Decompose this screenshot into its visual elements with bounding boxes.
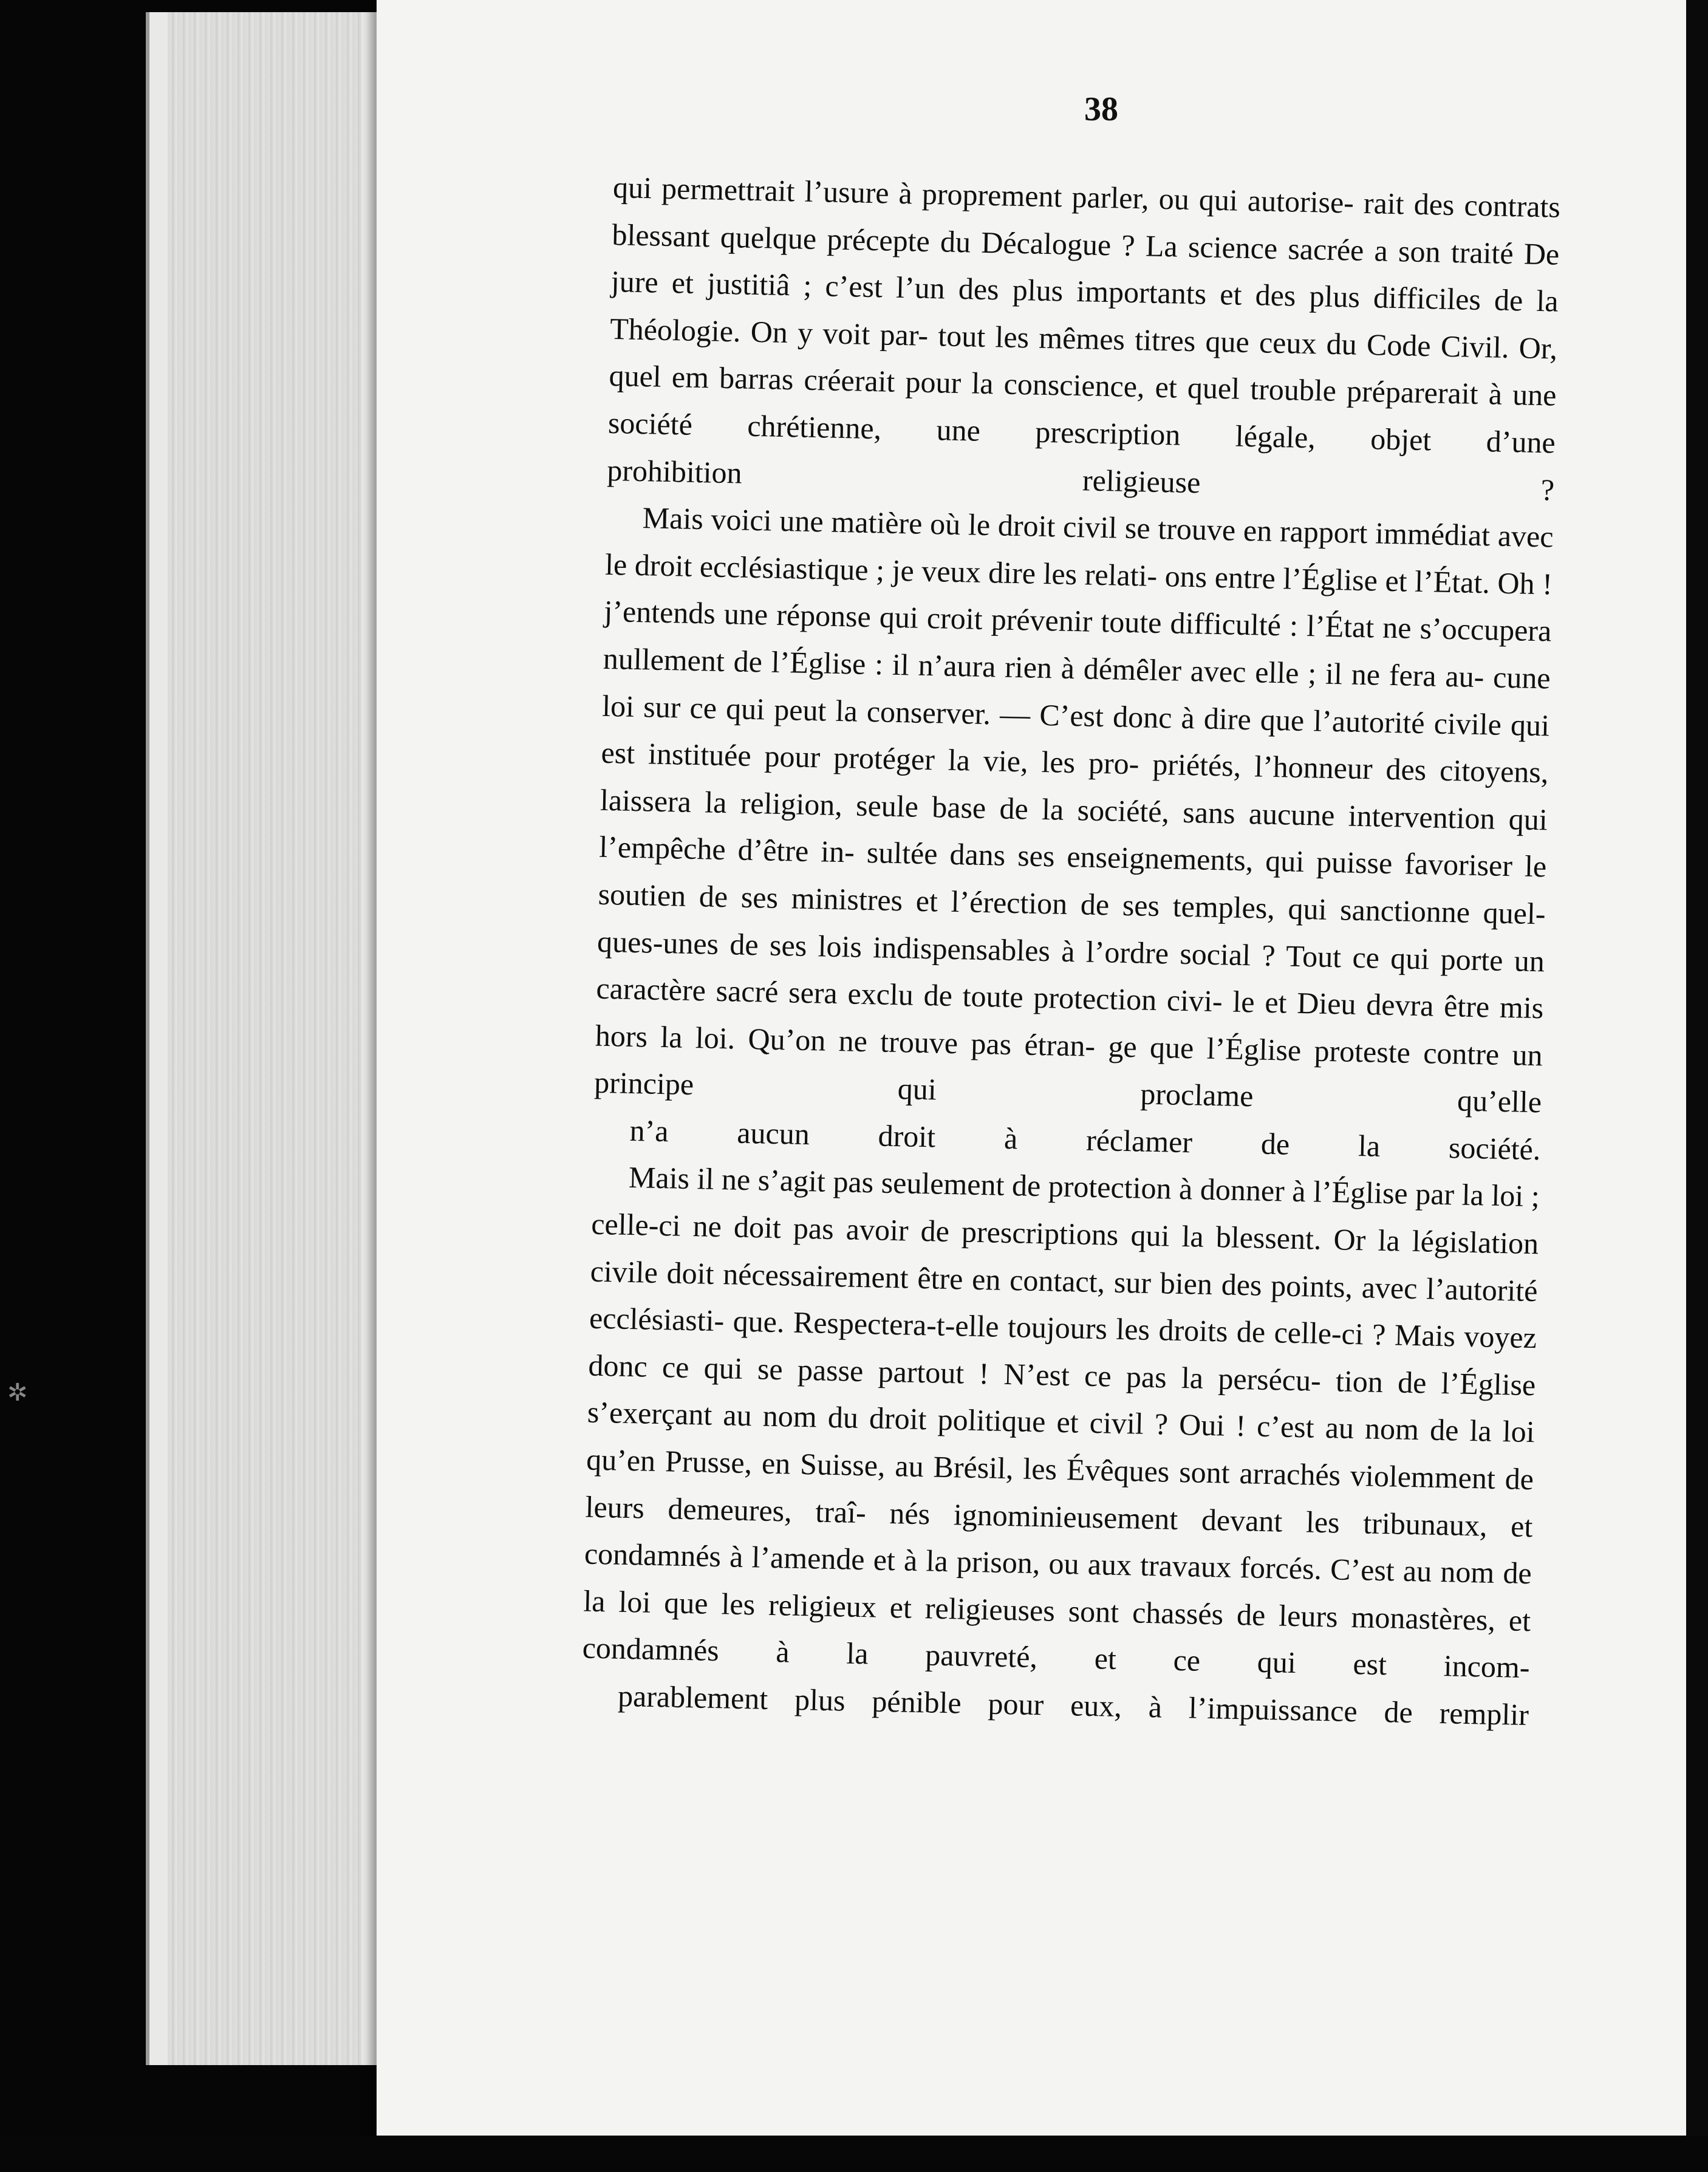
- paragraph-2: [593, 494, 1554, 1173]
- text-line: monastères, et condamnés à la pauvreté, et ce qui est incom-: [582, 1599, 1531, 1685]
- scan-bottom-edge: [0, 2136, 1708, 2172]
- text-line: l’autorité civile qui est instituée pour protéger la vie, les pro-: [601, 703, 1550, 781]
- text-line: ses ministres et l’érection de ses temples, qui sanctionne quel-: [740, 879, 1546, 931]
- text-line: Mais il ne s’agit pas seulement de protection à donner à: [628, 1160, 1314, 1209]
- text-line: n’a aucun droit à réclamer de la société.: [629, 1113, 1541, 1167]
- text-line: rait des contrats blessant quelque précepte du Décalogue ? La: [611, 185, 1561, 264]
- paragraph-1: [607, 164, 1561, 514]
- text-line: voyez donc ce qui se passe partout ! N’est ce pas la persécu-: [587, 1319, 1537, 1398]
- text-line: science sacrée a son traité De jure et justitiâ ; c’est l’un des plus: [610, 229, 1560, 309]
- text-line: ons entre l’Église et l’État. Oh ! j’entends une réponse qui: [603, 558, 1553, 635]
- text-line: immédiat avec le droit ecclésiastique ; je veux dire les relati-: [604, 516, 1554, 593]
- text-line: Oui ! c’est au nom de la loi qu’en Prusse, en Suisse, au Brésil,: [586, 1407, 1535, 1486]
- text-line: de la loi que les religieux et religieuses sont chassés de leurs: [582, 1556, 1532, 1634]
- text-line: croit prévenir toute difficulté : l’État ne s’occupera nullement: [603, 601, 1552, 678]
- text-line: les Évêques sont arrachés violemment de leurs demeures, traî-: [585, 1451, 1534, 1530]
- text-line: le et Dieu devra être mis hors la loi. Qu’on ne trouve pas étran-: [595, 984, 1544, 1064]
- text-line: cune loi sur ce qui peut la conserver. — C’est donc à dire que: [601, 660, 1551, 737]
- text-line: importants et des plus difficiles de la Théologie. On y voit par-: [609, 274, 1559, 353]
- body-text: [581, 164, 1560, 1739]
- text-line: l’amende et à la prison, ou aux travaux forcés. C’est au nom: [751, 1540, 1504, 1590]
- text-line: à une société chrétienne, une prescription légale, objet d’une: [607, 377, 1557, 460]
- text-line: qui porte un caractère sacré sera exclu de toute protection civi-: [595, 940, 1545, 1019]
- text-line: être en contact, sur bien des points, avec l’autorité ecclésiasti-: [589, 1260, 1539, 1338]
- text-line: sultée dans ses enseignements, qui puisse favoriser le soutien de: [598, 835, 1547, 914]
- text-line: prohibition religieuse ?: [606, 452, 1555, 507]
- text-line: que. Respectera-t-elle toujours les droits de celle-ci ? Mais: [733, 1303, 1465, 1353]
- text-line: qui la blessent. Or la législation civile doit nécessairement: [590, 1218, 1539, 1295]
- text-line: parablement plus pénible pour eux, à l’impuissance de remplir: [617, 1678, 1529, 1732]
- text-line: priétés, l’honneur des citoyens, laissera la religion, seule base: [600, 746, 1549, 825]
- text-line: l’Église par la loi ; celle-ci ne doit pas avoir de prescriptions: [590, 1174, 1540, 1252]
- text-line: de la société, sans aucune intervention qui l’empêche d’être in-: [598, 791, 1548, 870]
- margin-speck: ✲: [7, 1379, 28, 1407]
- text-line: de l’Église : il n’aura rien à démêler avec elle ; il ne fera au-: [733, 644, 1494, 694]
- paragraph-3: [581, 1153, 1540, 1739]
- text-line: tion de l’Église s’exerçant au nom du droit politique et civil ?: [587, 1364, 1536, 1442]
- text-line: tout les mêmes titres que ceux du Code Civil. Or, quel em: [609, 318, 1558, 395]
- text-line: barras créerait pour la conscience, et quel trouble préparerait: [719, 361, 1489, 411]
- page-number: 38: [1084, 90, 1118, 128]
- text-line: qui permettrait l’usure à proprement parler, ou qui autorise-: [612, 169, 1364, 220]
- text-line: nés ignominieusement devant les tribunaux, et condamnés à: [584, 1495, 1533, 1574]
- text-line: Mais voici une matière où le droit civil se trouve en rapport: [642, 500, 1376, 550]
- text-line: ge que l’Église proteste contre un principe qui proclame qu’elle: [593, 1029, 1543, 1119]
- scan-right-edge: [1686, 0, 1708, 2172]
- text-line: ques-unes de ses lois indispensables à l’ordre social ? Tout ce: [596, 924, 1391, 975]
